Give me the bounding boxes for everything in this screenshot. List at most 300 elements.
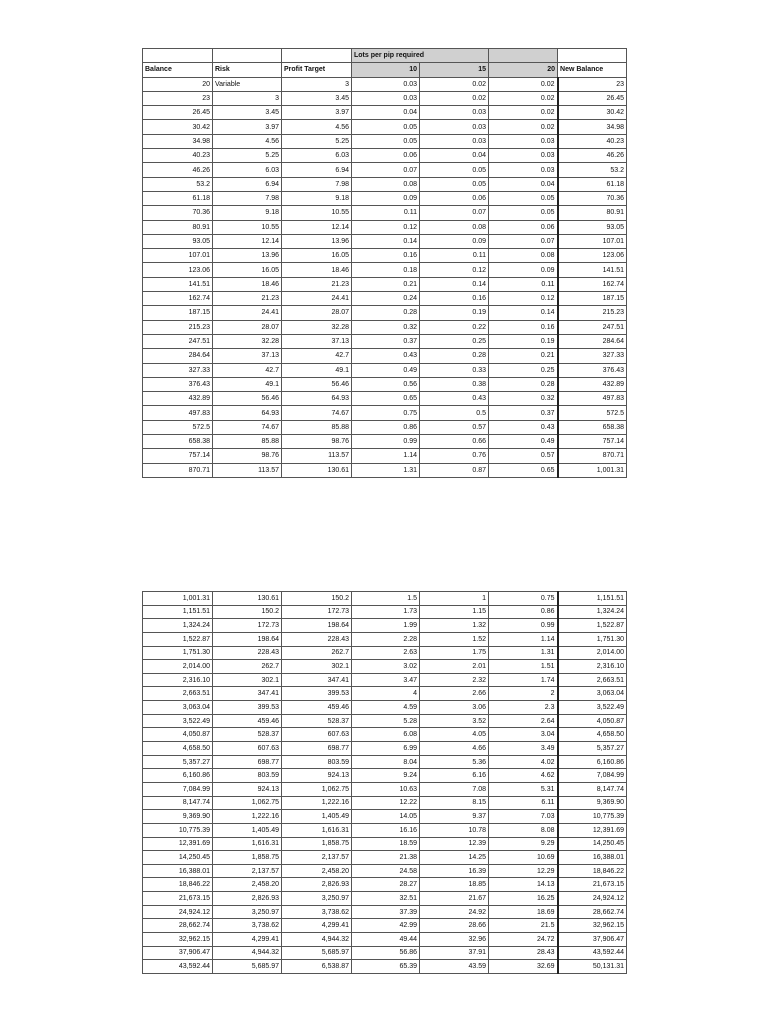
table-row bbox=[143, 163, 627, 177]
table-cell: 14,250.45 bbox=[558, 837, 627, 851]
table-cell: 0.05 bbox=[489, 191, 558, 205]
table-cell: 13.96 bbox=[282, 234, 352, 248]
table-cell: 432.89 bbox=[558, 377, 627, 391]
table-cell: 3,738.62 bbox=[213, 919, 282, 933]
table-cell: 43,592.44 bbox=[558, 946, 627, 960]
table-cell: 172.73 bbox=[213, 619, 282, 633]
table-cell: 46.26 bbox=[558, 149, 627, 163]
table-cell: 0.09 bbox=[420, 234, 489, 248]
table-cell: 5,357.27 bbox=[143, 755, 213, 769]
table-cell: 1,062.75 bbox=[213, 796, 282, 810]
table-cell: 0.32 bbox=[352, 320, 420, 334]
table-cell: 141.51 bbox=[558, 263, 627, 277]
table-cell: 12.22 bbox=[352, 796, 420, 810]
table-cell: 247.51 bbox=[143, 334, 213, 348]
table-cell: 0.25 bbox=[420, 334, 489, 348]
table-row bbox=[143, 334, 627, 348]
table-row bbox=[143, 149, 627, 163]
table-cell: 2,137.57 bbox=[282, 851, 352, 865]
table-cell: 42.7 bbox=[213, 363, 282, 377]
table-cell: 0.04 bbox=[420, 149, 489, 163]
table-row bbox=[143, 919, 627, 933]
table-cell: 2,137.57 bbox=[213, 864, 282, 878]
table-cell: 37.91 bbox=[420, 946, 489, 960]
table-cell: 5.25 bbox=[282, 134, 352, 148]
table-cell: 8.04 bbox=[352, 755, 420, 769]
table-cell: 3,063.04 bbox=[143, 701, 213, 715]
table-cell: 23 bbox=[558, 77, 627, 91]
blank-cell bbox=[213, 49, 282, 63]
table-cell: 4,658.50 bbox=[558, 728, 627, 742]
lots-per-pip-header: Lots per pip required bbox=[352, 49, 489, 63]
table-cell: 924.13 bbox=[213, 782, 282, 796]
table-cell: 376.43 bbox=[558, 363, 627, 377]
table-cell: 0.14 bbox=[489, 306, 558, 320]
table-cell: 12.14 bbox=[213, 234, 282, 248]
table-cell: 162.74 bbox=[558, 277, 627, 291]
table-row bbox=[143, 77, 627, 91]
table-cell: 0.03 bbox=[420, 120, 489, 134]
table-cell: 12.39 bbox=[420, 837, 489, 851]
table-cell: 3.45 bbox=[282, 91, 352, 105]
table-cell: 2,826.93 bbox=[282, 878, 352, 892]
table-cell: 93.05 bbox=[558, 220, 627, 234]
table-cell: 1,751.30 bbox=[143, 646, 213, 660]
table-cell: 3.45 bbox=[213, 106, 282, 120]
table-cell: 0.12 bbox=[420, 263, 489, 277]
table-cell: 0.99 bbox=[352, 435, 420, 449]
table-row bbox=[143, 320, 627, 334]
table-cell: 40.23 bbox=[143, 149, 213, 163]
table-cell: 302.1 bbox=[213, 673, 282, 687]
table-cell: 924.13 bbox=[282, 769, 352, 783]
table-cell: 3.97 bbox=[282, 106, 352, 120]
table-cell: 9.37 bbox=[420, 810, 489, 824]
table-cell: 399.53 bbox=[213, 701, 282, 715]
table-cell: 9.18 bbox=[282, 191, 352, 205]
table-cell: 0.02 bbox=[420, 77, 489, 91]
table-cell: 347.41 bbox=[213, 687, 282, 701]
table-cell: 5,357.27 bbox=[558, 742, 627, 756]
table-cell: 7,084.99 bbox=[558, 769, 627, 783]
table-row bbox=[143, 837, 627, 851]
table-cell: 10,775.39 bbox=[558, 810, 627, 824]
table-cell: 16,388.01 bbox=[143, 864, 213, 878]
table-cell: 12.14 bbox=[282, 220, 352, 234]
table-row bbox=[143, 106, 627, 120]
table-cell: 262.7 bbox=[213, 660, 282, 674]
table-cell: 757.14 bbox=[143, 449, 213, 463]
table-cell: 21.23 bbox=[213, 292, 282, 306]
table-cell: 0.66 bbox=[420, 435, 489, 449]
table-cell: 0.21 bbox=[489, 349, 558, 363]
table-row bbox=[143, 435, 627, 449]
table-row bbox=[143, 263, 627, 277]
table-row bbox=[143, 592, 627, 606]
table-cell: 1,151.51 bbox=[558, 592, 627, 606]
table-cell: 7.08 bbox=[420, 782, 489, 796]
table-cell: 0.99 bbox=[489, 619, 558, 633]
table-cell: 1,616.31 bbox=[282, 823, 352, 837]
table-cell: 0.04 bbox=[489, 177, 558, 191]
table-cell: 198.64 bbox=[282, 619, 352, 633]
table-cell: 53.2 bbox=[558, 163, 627, 177]
table-cell: 4.56 bbox=[282, 120, 352, 134]
table-cell: 1,151.51 bbox=[143, 605, 213, 619]
table-cell: 3,738.62 bbox=[282, 905, 352, 919]
table-cell: 0.05 bbox=[352, 120, 420, 134]
table-cell: 0.21 bbox=[352, 277, 420, 291]
table-row bbox=[143, 701, 627, 715]
table-cell: 26.45 bbox=[558, 91, 627, 105]
table-cell: 21.5 bbox=[489, 919, 558, 933]
table-cell: 0.33 bbox=[420, 363, 489, 377]
table-cell: 0.22 bbox=[420, 320, 489, 334]
table-cell: 0.24 bbox=[352, 292, 420, 306]
table-cell: 24.41 bbox=[282, 292, 352, 306]
table-cell: 0.11 bbox=[352, 206, 420, 220]
table-cell: 2,014.00 bbox=[558, 646, 627, 660]
table-cell: 43,592.44 bbox=[143, 960, 213, 974]
table-cell: 0.03 bbox=[489, 149, 558, 163]
table-cell: 0.38 bbox=[420, 377, 489, 391]
table-cell: 3.06 bbox=[420, 701, 489, 715]
table-cell: 7.03 bbox=[489, 810, 558, 824]
table-cell: 5.31 bbox=[489, 782, 558, 796]
table-cell: 4,299.41 bbox=[213, 933, 282, 947]
table-cell: 528.37 bbox=[282, 714, 352, 728]
table-row bbox=[143, 306, 627, 320]
table-row bbox=[143, 120, 627, 134]
table-cell: 49.44 bbox=[352, 933, 420, 947]
table-cell: 0.07 bbox=[420, 206, 489, 220]
table-cell: 0.75 bbox=[352, 406, 420, 420]
table-cell: 24,924.12 bbox=[558, 892, 627, 906]
table-row bbox=[143, 960, 627, 974]
table-cell: 1.32 bbox=[420, 619, 489, 633]
header-20: 20 bbox=[489, 63, 558, 77]
table-cell: 0.08 bbox=[352, 177, 420, 191]
table-row bbox=[143, 946, 627, 960]
table-cell: 0.14 bbox=[352, 234, 420, 248]
table-cell: 16.16 bbox=[352, 823, 420, 837]
table-cell: 4,944.32 bbox=[282, 933, 352, 947]
table-cell: 21.23 bbox=[282, 277, 352, 291]
table-cell: 6.03 bbox=[282, 149, 352, 163]
table-cell: 9.18 bbox=[213, 206, 282, 220]
table-cell: 37,906.47 bbox=[143, 946, 213, 960]
table-row bbox=[143, 420, 627, 434]
table-cell: 34.98 bbox=[558, 120, 627, 134]
table-cell: 80.91 bbox=[558, 206, 627, 220]
table-cell: 0.32 bbox=[489, 392, 558, 406]
table-cell: 34.98 bbox=[143, 134, 213, 148]
lots-table-bottom bbox=[142, 591, 627, 974]
table-cell: 12,391.69 bbox=[143, 837, 213, 851]
table-cell: 2,014.00 bbox=[143, 660, 213, 674]
table-cell: 6.99 bbox=[352, 742, 420, 756]
table-cell: 187.15 bbox=[143, 306, 213, 320]
table-cell: 2.32 bbox=[420, 673, 489, 687]
table-cell: 30.42 bbox=[558, 106, 627, 120]
table-cell: 6.03 bbox=[213, 163, 282, 177]
table-cell: 0.03 bbox=[489, 163, 558, 177]
table-cell: 64.93 bbox=[282, 392, 352, 406]
table-row bbox=[143, 91, 627, 105]
table-row bbox=[143, 363, 627, 377]
table-cell: 0.05 bbox=[352, 134, 420, 148]
table-cell: 0.28 bbox=[489, 377, 558, 391]
table-cell: 18.46 bbox=[282, 263, 352, 277]
table-cell: 32.28 bbox=[213, 334, 282, 348]
table-cell: 32.51 bbox=[352, 892, 420, 906]
table-cell: 1.5 bbox=[352, 592, 420, 606]
table-cell: 7.98 bbox=[282, 177, 352, 191]
table-cell: 14.13 bbox=[489, 878, 558, 892]
table-row bbox=[143, 249, 627, 263]
table-cell: 658.38 bbox=[143, 435, 213, 449]
table-cell: 572.5 bbox=[143, 420, 213, 434]
column-header-row bbox=[143, 63, 627, 77]
table-cell: 4.56 bbox=[213, 134, 282, 148]
table-cell: 870.71 bbox=[143, 463, 213, 477]
table-cell: 2.28 bbox=[352, 632, 420, 646]
table-row bbox=[143, 742, 627, 756]
table-cell: 1,222.16 bbox=[282, 796, 352, 810]
table-cell: 21.38 bbox=[352, 851, 420, 865]
table-row bbox=[143, 277, 627, 291]
table-row bbox=[143, 810, 627, 824]
table-cell: 2,316.10 bbox=[143, 673, 213, 687]
table-row bbox=[143, 796, 627, 810]
group-header-row bbox=[143, 49, 627, 63]
table-cell: 3.02 bbox=[352, 660, 420, 674]
table-cell: 0.11 bbox=[489, 277, 558, 291]
table-cell: 123.06 bbox=[143, 263, 213, 277]
table-cell: 4,050.87 bbox=[143, 728, 213, 742]
table-row bbox=[143, 605, 627, 619]
table-cell: 18.46 bbox=[213, 277, 282, 291]
table-cell: 572.5 bbox=[558, 406, 627, 420]
table-cell: 10.63 bbox=[352, 782, 420, 796]
table-cell: 1.51 bbox=[489, 660, 558, 674]
table-cell: 53.2 bbox=[143, 177, 213, 191]
table-cell: 0.12 bbox=[352, 220, 420, 234]
table-cell: 6,160.86 bbox=[558, 755, 627, 769]
table-cell: 0.43 bbox=[352, 349, 420, 363]
table-cell: 0.09 bbox=[352, 191, 420, 205]
table-cell: 459.46 bbox=[282, 701, 352, 715]
table-cell: 98.76 bbox=[282, 435, 352, 449]
table-row bbox=[143, 714, 627, 728]
table-cell: 3.52 bbox=[420, 714, 489, 728]
table-cell: 0.03 bbox=[352, 91, 420, 105]
table-cell: 28.66 bbox=[420, 919, 489, 933]
table-cell: 32,962.15 bbox=[558, 919, 627, 933]
header-profit-target: Profit Target bbox=[282, 63, 352, 77]
table-cell: 1,324.24 bbox=[143, 619, 213, 633]
table-cell: 5.25 bbox=[213, 149, 282, 163]
table-row bbox=[143, 660, 627, 674]
table-cell: 1.14 bbox=[352, 449, 420, 463]
table-row bbox=[143, 933, 627, 947]
table-cell: 12.29 bbox=[489, 864, 558, 878]
table-cell: 141.51 bbox=[143, 277, 213, 291]
table-cell: 3.49 bbox=[489, 742, 558, 756]
table-cell: 28.27 bbox=[352, 878, 420, 892]
table-cell: 2,663.51 bbox=[558, 673, 627, 687]
table-cell: 49.1 bbox=[282, 363, 352, 377]
table-cell: 21.67 bbox=[420, 892, 489, 906]
table-cell: 399.53 bbox=[282, 687, 352, 701]
table-cell: 870.71 bbox=[558, 449, 627, 463]
table-cell: 32.28 bbox=[282, 320, 352, 334]
table-cell: 1,858.75 bbox=[213, 851, 282, 865]
table-cell: 0.18 bbox=[352, 263, 420, 277]
table-cell: 376.43 bbox=[143, 377, 213, 391]
table-cell: 0.75 bbox=[489, 592, 558, 606]
header-new-balance: New Balance bbox=[558, 63, 627, 77]
table-cell: 28,662.74 bbox=[558, 905, 627, 919]
table-row bbox=[143, 823, 627, 837]
table-cell: Variable bbox=[213, 77, 282, 91]
table-cell: 20 bbox=[143, 77, 213, 91]
table-cell: 37.13 bbox=[213, 349, 282, 363]
table-row bbox=[143, 191, 627, 205]
table-cell: 698.77 bbox=[213, 755, 282, 769]
table-cell: 215.23 bbox=[143, 320, 213, 334]
table-cell: 98.76 bbox=[213, 449, 282, 463]
table-row bbox=[143, 905, 627, 919]
table-cell: 10,775.39 bbox=[143, 823, 213, 837]
table-cell: 172.73 bbox=[282, 605, 352, 619]
table-cell: 16.05 bbox=[213, 263, 282, 277]
table-cell: 150.2 bbox=[282, 592, 352, 606]
table-cell: 2,458.20 bbox=[282, 864, 352, 878]
table-cell: 2.3 bbox=[489, 701, 558, 715]
table-cell: 1.15 bbox=[420, 605, 489, 619]
table-cell: 85.88 bbox=[282, 420, 352, 434]
table-cell: 0.05 bbox=[420, 177, 489, 191]
table-row bbox=[143, 673, 627, 687]
table-cell: 150.2 bbox=[213, 605, 282, 619]
table-cell: 24.41 bbox=[213, 306, 282, 320]
table-cell: 1,405.49 bbox=[213, 823, 282, 837]
table-cell: 0.02 bbox=[489, 77, 558, 91]
table-cell: 8.08 bbox=[489, 823, 558, 837]
table-row bbox=[143, 392, 627, 406]
table-cell: 0.19 bbox=[420, 306, 489, 320]
table-cell: 37.13 bbox=[282, 334, 352, 348]
table-cell: 32,962.15 bbox=[143, 933, 213, 947]
table-row bbox=[143, 687, 627, 701]
table-row bbox=[143, 755, 627, 769]
table-cell: 1.99 bbox=[352, 619, 420, 633]
table-cell: 0.65 bbox=[352, 392, 420, 406]
table-row bbox=[143, 292, 627, 306]
table-cell: 18,846.22 bbox=[143, 878, 213, 892]
table-cell: 0.03 bbox=[420, 134, 489, 148]
table-cell: 4,658.50 bbox=[143, 742, 213, 756]
table-cell: 50,131.31 bbox=[558, 960, 627, 974]
table-cell: 6,538.87 bbox=[282, 960, 352, 974]
table-cell: 30.42 bbox=[143, 120, 213, 134]
table-cell: 4,050.87 bbox=[558, 714, 627, 728]
table-cell: 4.62 bbox=[489, 769, 558, 783]
table-cell: 0.57 bbox=[420, 420, 489, 434]
table-cell: 262.7 bbox=[282, 646, 352, 660]
table-cell: 0.19 bbox=[489, 334, 558, 348]
table-cell: 23 bbox=[143, 91, 213, 105]
table-cell: 6.08 bbox=[352, 728, 420, 742]
table-cell: 0.37 bbox=[352, 334, 420, 348]
table-cell: 2,316.10 bbox=[558, 660, 627, 674]
table-cell: 46.26 bbox=[143, 163, 213, 177]
table-cell: 8,147.74 bbox=[143, 796, 213, 810]
table-cell: 302.1 bbox=[282, 660, 352, 674]
table-cell: 85.88 bbox=[213, 435, 282, 449]
table-cell: 4 bbox=[352, 687, 420, 701]
table-cell: 93.05 bbox=[143, 234, 213, 248]
table-row bbox=[143, 206, 627, 220]
table-cell: 6.94 bbox=[282, 163, 352, 177]
table-cell: 0.16 bbox=[352, 249, 420, 263]
table-cell: 0.5 bbox=[420, 406, 489, 420]
table-cell: 16.05 bbox=[282, 249, 352, 263]
table-cell: 0.76 bbox=[420, 449, 489, 463]
table-cell: 14.25 bbox=[420, 851, 489, 865]
table-cell: 1,858.75 bbox=[282, 837, 352, 851]
table-cell: 459.46 bbox=[213, 714, 282, 728]
table-cell: 0.06 bbox=[420, 191, 489, 205]
table-cell: 10.78 bbox=[420, 823, 489, 837]
table-cell: 56.86 bbox=[352, 946, 420, 960]
table-cell: 1,001.31 bbox=[143, 592, 213, 606]
table-cell: 0.49 bbox=[489, 435, 558, 449]
table-cell: 1,324.24 bbox=[558, 605, 627, 619]
table-cell: 0.09 bbox=[489, 263, 558, 277]
table-cell: 18.69 bbox=[489, 905, 558, 919]
table-cell: 0.11 bbox=[420, 249, 489, 263]
table-row bbox=[143, 234, 627, 248]
table-cell: 16,388.01 bbox=[558, 851, 627, 865]
table-cell: 4.05 bbox=[420, 728, 489, 742]
table-row bbox=[143, 782, 627, 796]
table-cell: 80.91 bbox=[143, 220, 213, 234]
table-cell: 40.23 bbox=[558, 134, 627, 148]
table-cell: 1.31 bbox=[489, 646, 558, 660]
table-cell: 8.15 bbox=[420, 796, 489, 810]
table-cell: 0.04 bbox=[352, 106, 420, 120]
header-risk: Risk bbox=[213, 63, 282, 77]
table-cell: 0.03 bbox=[352, 77, 420, 91]
table-cell: 0.57 bbox=[489, 449, 558, 463]
table-cell: 4.66 bbox=[420, 742, 489, 756]
table-row bbox=[143, 851, 627, 865]
table-cell: 0.56 bbox=[352, 377, 420, 391]
table-row bbox=[143, 134, 627, 148]
table-cell: 37.39 bbox=[352, 905, 420, 919]
blank-cell bbox=[489, 49, 558, 63]
table-cell: 0.65 bbox=[489, 463, 558, 477]
table-cell: 215.23 bbox=[558, 306, 627, 320]
table-cell: 432.89 bbox=[143, 392, 213, 406]
table-cell: 10.69 bbox=[489, 851, 558, 865]
table-cell: 0.05 bbox=[489, 206, 558, 220]
table-cell: 3,522.49 bbox=[558, 701, 627, 715]
table-cell: 0.86 bbox=[489, 605, 558, 619]
table-cell: 8,147.74 bbox=[558, 782, 627, 796]
